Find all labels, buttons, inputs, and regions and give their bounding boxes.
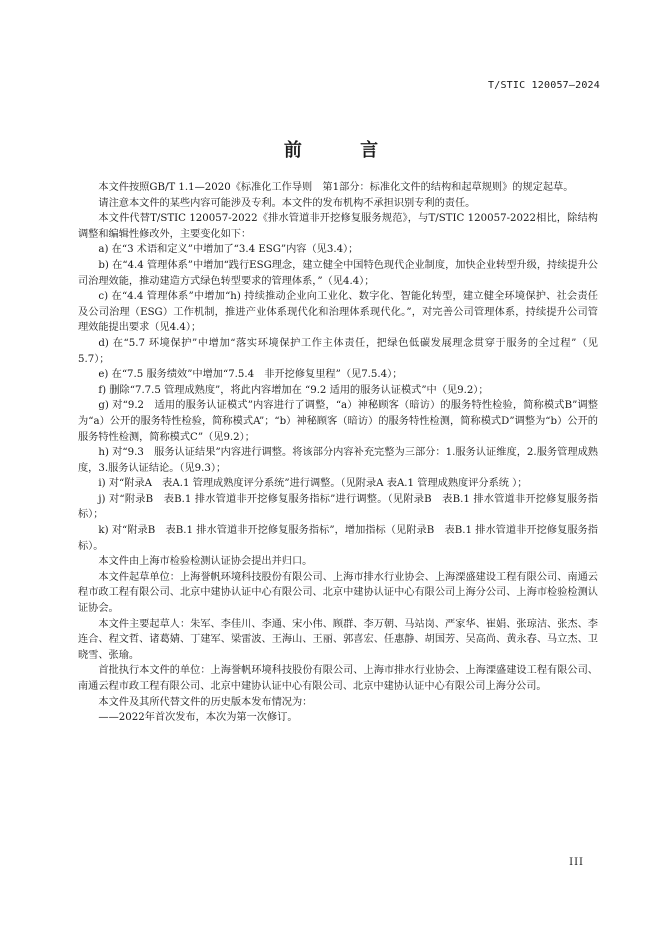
change-item: b) 在“4.4 管理体系”中增加“践行ESG理念，建立健全中国特色现代企业制度，加快企业转型升级，持续提升公司治理效能，推动建造方式绿色转型要求的管理体系，”（见4.4）； (78, 259, 598, 287)
foreword-body (78, 180, 598, 726)
change-item: i) 对“附录A 表A.1 管理成熟度评分系统”进行调整。（见附录A 表A.1 管理成熟度评分系统 ）； (98, 478, 528, 490)
change-item: k) 对“附录B 表B.1 排水管道非开挖修复服务指标”，增加指标（见附录B 表B.1 排水管道非开挖修复服务指标）。 (78, 525, 598, 552)
standard-number: T/STIC 120057—2024 (488, 80, 600, 91)
paragraph: 首批执行本文件的单位：上海誉帆环境科技股份有限公司、上海市排水行业协会、上海溧盛建设工程有限公司、南通云程市政工程有限公司、北京中建协认证中心有限公司、北京中建协认证中心有限公司上海分公司。 (78, 665, 598, 692)
paragraph: 本文件代替T/STIC 120057-2022《排水管道非开挖修复服务规范》，与T/STIC 120057-2022相比，除结构调整和编辑性修改外，主要变化如下： (78, 213, 598, 240)
change-item: f) 删除“7.7.5 管理成熟度”，将此内容增加在 “9.2 适用的服务认证模式”中（见9.2）； (98, 384, 489, 396)
paragraph: 本文件由上海市检验检测认证协会提出并归口。 (98, 556, 313, 568)
change-item: g) 对“9.2 适用的服务认证模式”内容进行了调整，“a）神秘顾客（暗访）的服务特性检验，简称模式B”调整为“a）公开的服务特性检验，简称模式A”；“b）神秘顾客（暗访）的服务特性检测，简称模式D”调整为“b）公开的服务特性检测，简称模式C”（见9.2）； (78, 400, 598, 443)
change-item: c) 在“4.4 管理体系”中增加“h) 持续推动企业向工业化、数字化、智能化转型，建立健全环境保护、社会责任及公司治理（ESG）工作机制，推进产业体系现代化和治理体系现代化。”，对完善公司管理体系，持续提升公司管理效能提出要求（见4.4）； (78, 291, 598, 334)
section-title: 前 言 (283, 140, 405, 161)
change-item: h) 对“9.3 服务认证结果”内容进行调整。将该部分内容补充完整为三部分：1.服务认证维度，2.服务管理成熟度，3.服务认证结论。（见9.3）； (78, 447, 598, 474)
paragraph: ——2022年首次发布，本次为第一次修订。 (98, 712, 298, 724)
paragraph: 本文件起草单位：上海誉帆环境科技股份有限公司、上海市排水行业协会、上海溧盛建设工程有限公司、南通云程市政工程有限公司、北京中建协认证中心有限公司、北京中建协认证中心有限公司上海分公司、上海市检验检测认证协会。 (78, 571, 598, 615)
change-item: j) 对“附录B 表B.1 排水管道非开挖修复服务指标”进行调整。（见附录B 表B.1 排水管道非开挖修复服务指标）； (78, 493, 598, 521)
paragraph: 本文件按照GB/T 1.1—2020《标准化工作导则 第1部分：标准化文件的结构和起草规则》的规定起草。 (98, 182, 574, 193)
paragraph: 请注意本文件的某些内容可能涉及专利。本文件的发布机构不承担识别专利的责任。 (98, 197, 476, 209)
change-item: a) 在“3 术语和定义”中增加了“3.4 ESG”内容（见3.4）； (98, 244, 359, 256)
paragraph: 本文件及其所代替文件的历史版本发布情况为： (98, 696, 313, 708)
change-item: d) 在“5.7 环境保护”中增加“落实环境保护工作主体责任，把绿色低碳发展理念贯穿于服务的全过程”（见5.7）； (78, 337, 598, 365)
change-item: e) 在“7.5 服务绩效”中增加“7.5.4 非开挖修复里程”（见7.5.4）； (98, 369, 403, 381)
paragraph: 本文件主要起草人：朱军、李佳川、李通、宋小伟、顾群、李万朝、马站岗、严家华、崔娟、张琼洁、张杰、李连合、程文哲、诸葛婧、丁建军、梁雷波、王海山、王丽、郭喜宏、任惠静、胡国芳、吴高尚、黄永春、马立杰、卫晓雪、张瑜。 (78, 618, 598, 661)
page-number: III (569, 857, 584, 868)
